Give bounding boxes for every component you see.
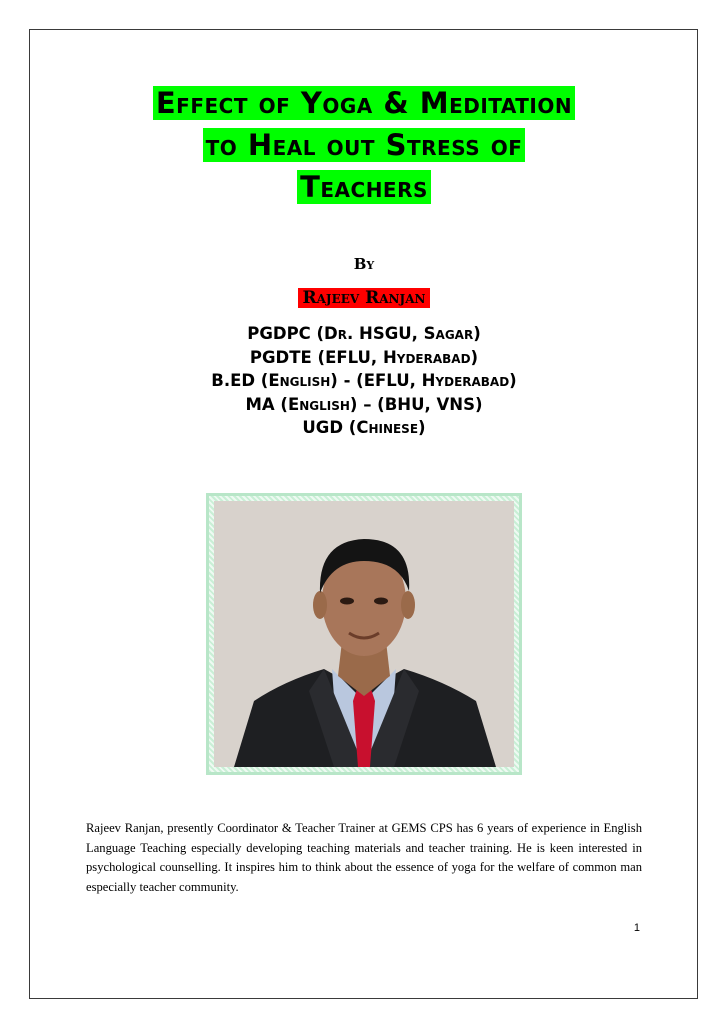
page-number: 1: [633, 922, 640, 934]
title-line-2: to Heal out Stress of: [203, 128, 526, 162]
author-bio: Rajeev Ranjan, presently Coordinator & Teacher Trainer at GEMS CPS has 6 years of experience in English Language Teaching especially developing teaching materials and teacher training. He is keen interested in psychological counselling. It inspires him to think about the essence of yoga for the welfare of common man especially teacher community.: [86, 821, 642, 894]
qualification-item: MA (English) – (BHU, VNS): [245, 394, 483, 414]
author-photo-frame: [206, 493, 522, 775]
qualification-item: PGDTE (EFLU, Hyderabad): [249, 347, 479, 367]
author-name-text: Rajeev Ranjan: [298, 288, 429, 308]
title-line-1: Effect of Yoga & Meditation: [153, 86, 575, 120]
portrait-illustration: [214, 501, 514, 767]
qualifications-list: [0, 322, 728, 440]
author-name: [0, 285, 728, 311]
qualification-item: PGDPC (Dr. HSGU, Sagar): [247, 324, 481, 343]
byline: By: [353, 255, 375, 273]
qualification-item: B.ED (English) - (EFLU, Hyderabad): [211, 371, 517, 390]
document-title: [0, 82, 728, 208]
qualification-item: UGD (Chinese): [302, 418, 426, 437]
title-line-3: Teachers: [297, 170, 431, 204]
author-photo: [214, 501, 514, 767]
